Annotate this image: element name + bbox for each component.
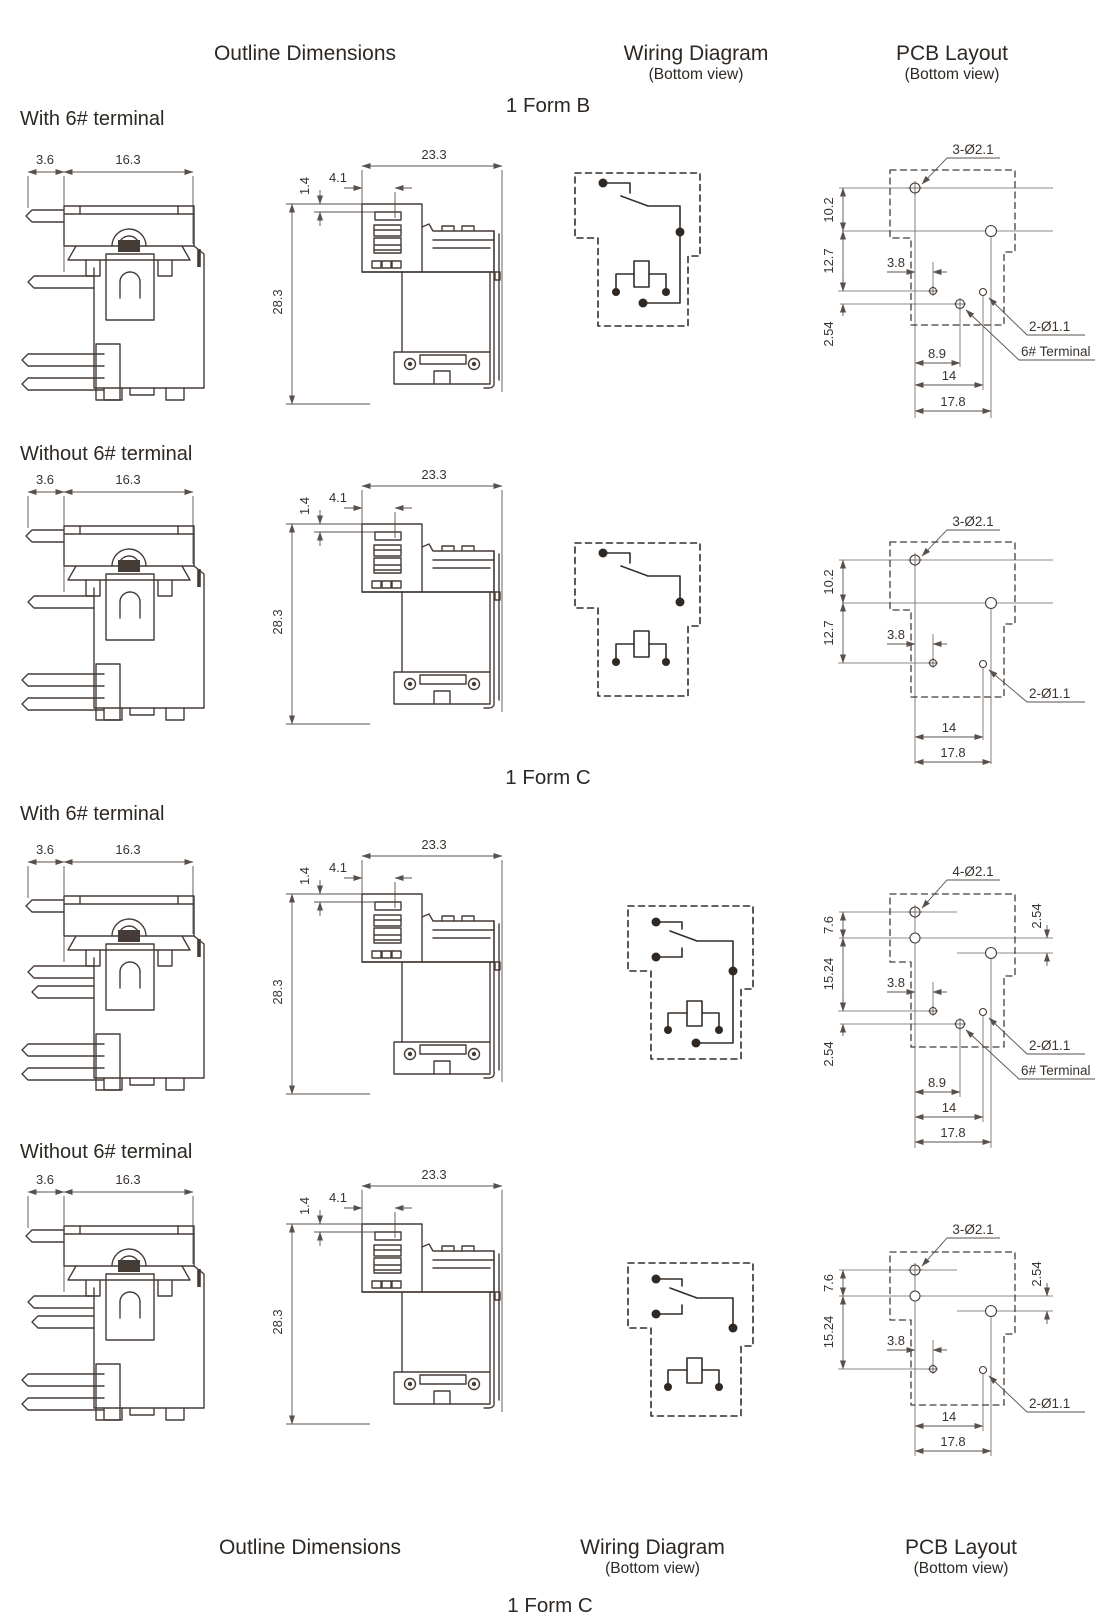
pcb-layout-form-b-without-terminal	[821, 514, 1085, 764]
pcb-c-with-h3: 17.8	[940, 1125, 966, 1140]
pcb-layout-form-b-with-terminal	[821, 142, 1095, 418]
row-label-with-terminal-form-c: With 6# terminal	[20, 803, 165, 825]
footer-header-pcb-subtitle: (Bottom view)	[913, 1560, 1009, 1577]
column-header-pcb-subtitle: (Bottom view)	[904, 66, 1000, 83]
section-title-1-form-c: 1 Form C	[505, 766, 591, 789]
pcb-c-with-h1: 8.9	[927, 1075, 947, 1090]
pcb-c-with-v1: 7.6	[821, 915, 836, 935]
pcb-c-wo-h2: 14	[941, 1409, 957, 1424]
front-view-form-b-with-terminal	[22, 152, 204, 400]
footer-header-wiring-diagram: Wiring Diagram	[580, 1536, 725, 1559]
pcb-c-wo-v1: 7.6	[821, 1273, 836, 1293]
footer-header-wiring-subtitle: (Bottom view)	[605, 1560, 700, 1577]
pcb-b-with-big-holes-label: 3-Ø2.1	[952, 142, 994, 157]
row-label-with-terminal-form-b: With 6# terminal	[20, 108, 165, 130]
pcb-c-with-v3: 2.54	[821, 1041, 836, 1067]
pcb-layout-form-c-with-terminal	[821, 864, 1095, 1148]
pcb-c-with-right: 2.54	[1029, 903, 1044, 929]
column-header-wiring-subtitle: (Bottom view)	[648, 66, 744, 83]
pcb-c-with-h2: 14	[941, 1100, 957, 1115]
pcb-b-with-pitch: 3.8	[886, 255, 906, 270]
row-label-without-terminal-form-c: Without 6# terminal	[20, 1141, 193, 1163]
side-view-form-c-with-terminal	[270, 837, 502, 1094]
pcb-c-wo-v2: 15.24	[821, 1315, 836, 1349]
pcb-b-wo-small-holes-label: 2-Ø1.1	[1029, 686, 1071, 701]
row-label-without-terminal-form-b: Without 6# terminal	[20, 443, 193, 465]
wiring-diagram-form-c-without-terminal	[628, 1263, 753, 1416]
wiring-diagram-form-c-with-terminal	[628, 906, 753, 1059]
pcb-b-with-h1: 8.9	[927, 346, 947, 361]
pcb-b-with-h3: 17.8	[940, 394, 966, 409]
pcb-c-with-terminal-label: 6# Terminal	[1021, 1063, 1091, 1078]
pcb-b-with-v2: 12.7	[821, 248, 836, 274]
pcb-b-with-terminal-label: 6# Terminal	[1021, 344, 1091, 359]
side-view-form-b-with-terminal	[270, 147, 502, 404]
side-view-form-c-without-terminal	[270, 1167, 502, 1424]
technical-drawing-canvas: 3.6 16.3 23.3 4.1 1.4 28.3 10.2 12.7 2.54 3.8 8.9 14 17.8 3-Ø2.1 2-Ø1.1 6# Terminal 10.2 12.7 3.8 14 17.8 3-Ø2.1 2-Ø1.1 7.6 15.24 2.54 2.54 3.8 8.9 14 17.8 4-Ø2.1 2-Ø1.1 6# Terminal 7.6 15.24 2.54 3.8 14 17.8 3-Ø2.1 2-Ø1.1	[0, 0, 1100, 1621]
wiring-diagram-form-b-without-terminal	[575, 543, 700, 696]
column-header-pcb-layout: PCB Layout	[895, 42, 1009, 65]
pcb-c-with-big-holes-label: 4-Ø2.1	[952, 864, 994, 879]
pcb-c-with-v2: 15.24	[821, 957, 836, 991]
footer-section-title-1-form-c: 1 Form C	[507, 1594, 593, 1617]
pcb-c-with-pitch: 3.8	[886, 975, 906, 990]
pcb-b-wo-v2: 12.7	[821, 620, 836, 646]
column-header-outline-dimensions: Outline Dimensions	[213, 42, 397, 65]
pcb-c-wo-small-holes-label: 2-Ø1.1	[1029, 1396, 1071, 1411]
pcb-b-with-h2: 14	[941, 368, 957, 383]
front-view-form-c-without-terminal	[22, 1172, 204, 1420]
pcb-b-wo-h2: 14	[941, 720, 957, 735]
pcb-b-wo-h3: 17.8	[940, 745, 966, 760]
front-view-form-c-with-terminal	[22, 842, 204, 1090]
pcb-c-wo-big-holes-label: 3-Ø2.1	[952, 1222, 994, 1237]
pcb-c-wo-pitch: 3.8	[886, 1333, 906, 1348]
side-view-form-b-without-terminal	[270, 467, 502, 724]
pcb-layout-form-c-without-terminal	[821, 1222, 1085, 1456]
pcb-b-with-v1: 10.2	[821, 197, 836, 223]
pcb-b-with-small-holes-label: 2-Ø1.1	[1029, 319, 1071, 334]
column-header-wiring-diagram: Wiring Diagram	[623, 42, 769, 65]
front-view-form-b-without-terminal	[22, 472, 204, 720]
footer-header-pcb-layout: PCB Layout	[904, 1536, 1018, 1559]
pcb-c-wo-right: 2.54	[1029, 1261, 1044, 1287]
pcb-c-wo-h3: 17.8	[940, 1434, 966, 1449]
footer-header-outline-dimensions: Outline Dimensions	[218, 1536, 402, 1559]
pcb-c-with-small-holes-label: 2-Ø1.1	[1029, 1038, 1071, 1053]
pcb-b-wo-big-holes-label: 3-Ø2.1	[952, 514, 994, 529]
section-title-1-form-b: 1 Form B	[505, 94, 591, 117]
pcb-b-wo-v1: 10.2	[821, 569, 836, 595]
wiring-diagram-form-b-with-terminal	[575, 173, 700, 326]
pcb-b-with-v3: 2.54	[821, 321, 836, 347]
pcb-b-wo-pitch: 3.8	[886, 627, 906, 642]
